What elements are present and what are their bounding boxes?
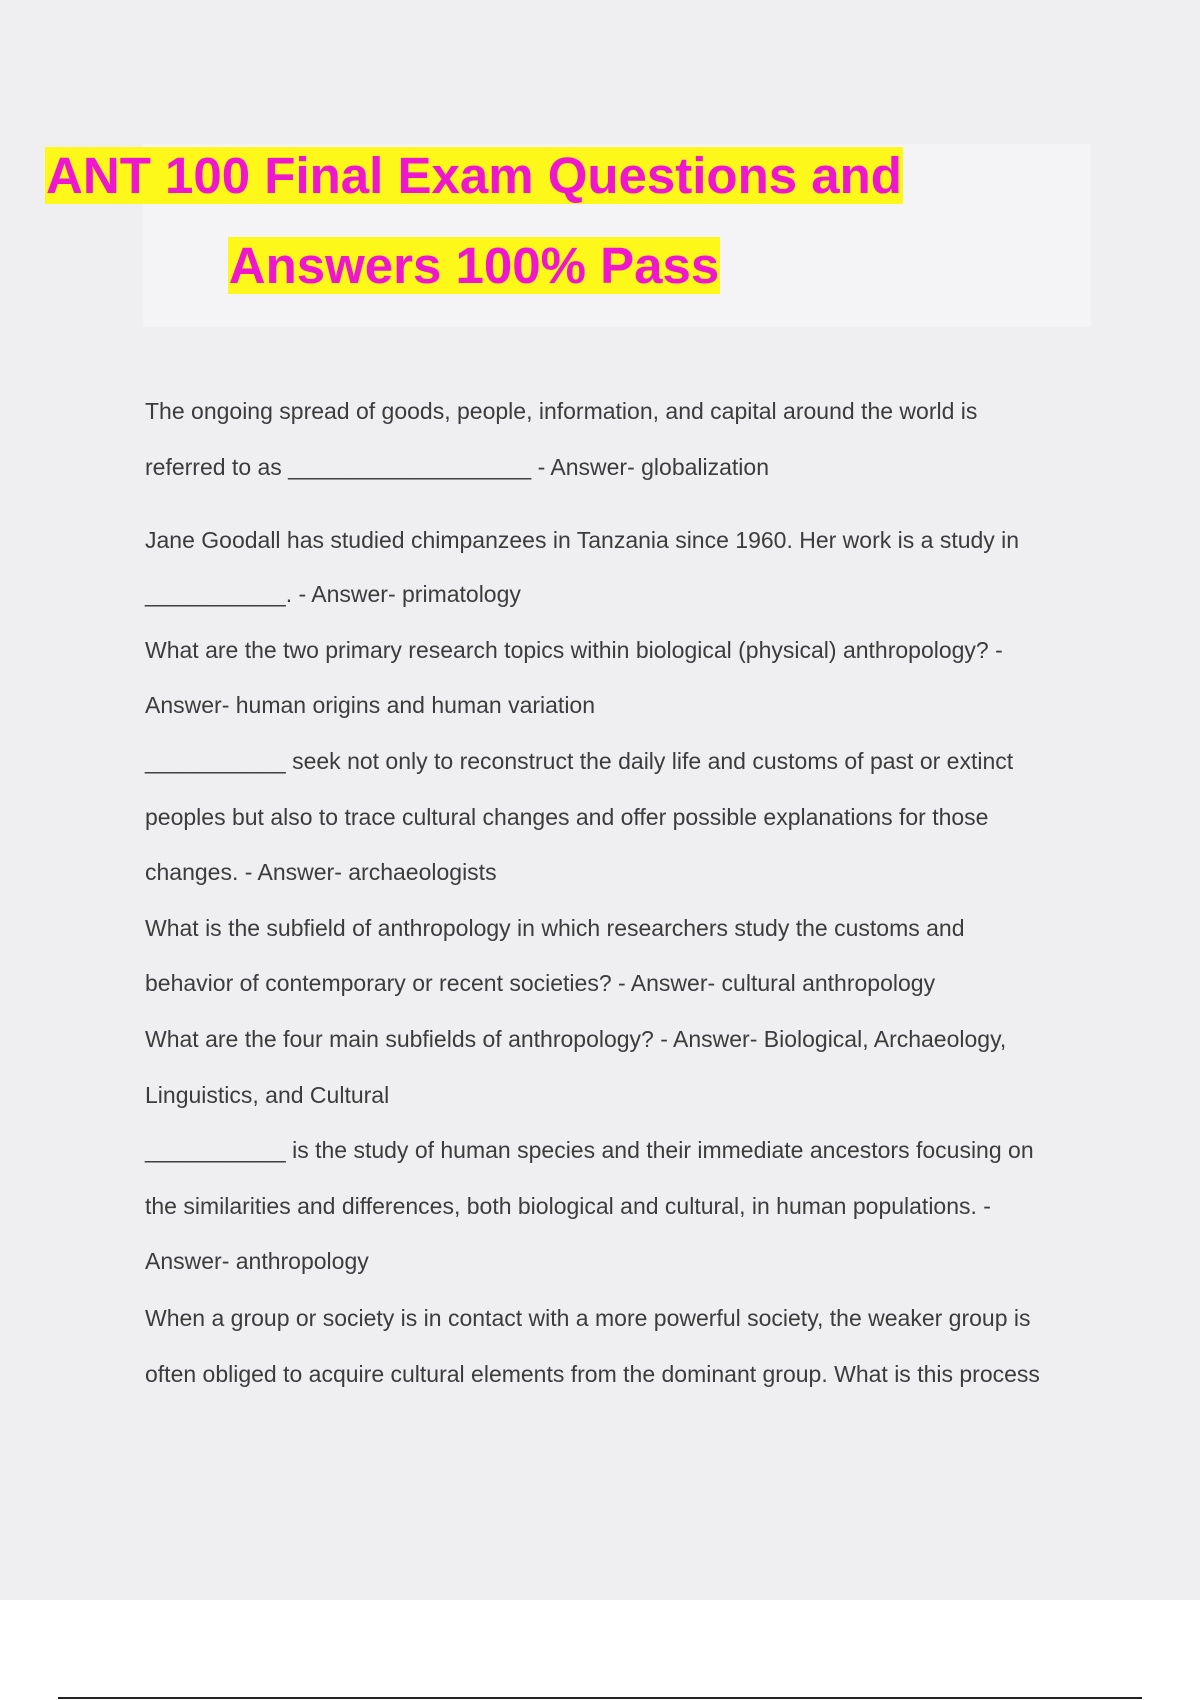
body-line: Answer- anthropology	[145, 1248, 369, 1274]
body-line: The ongoing spread of goods, people, information, and capital around the world is	[145, 398, 978, 424]
body-line: referred to as ___________________ - Answer- globalization	[145, 454, 769, 480]
body-line: When a group or society is in contact with a more powerful society, the weaker group is	[145, 1305, 1031, 1331]
document-title-line-2	[0, 236, 948, 296]
title-highlight-1: ANT 100 Final Exam Questions and	[46, 147, 902, 204]
body-line: often obliged to acquire cultural elements from the dominant group. What is this process	[145, 1361, 1040, 1387]
body-line: ___________. - Answer- primatology	[145, 581, 521, 607]
footer-divider	[58, 1697, 1142, 1699]
body-line: Jane Goodall has studied chimpanzees in Tanzania since 1960. Her work is a study in	[145, 527, 1020, 553]
title-highlight-2: Answers 100% Pass	[228, 237, 720, 294]
body-line: What are the two primary research topics within biological (physical) anthropology? -	[145, 637, 1003, 663]
document-title-line-1	[0, 146, 948, 206]
body-line: ___________ is the study of human species and their immediate ancestors focusing on	[145, 1137, 1034, 1163]
body-line: behavior of contemporary or recent societies? - Answer- cultural anthropology	[145, 970, 936, 996]
body-line: What are the four main subfields of anthropology? - Answer- Biological, Archaeology,	[145, 1026, 1007, 1052]
body-line: changes. - Answer- archaeologists	[145, 859, 497, 885]
body-line: peoples but also to trace cultural changes and offer possible explanations for those	[145, 804, 989, 830]
body-line: ___________ seek not only to reconstruct the daily life and customs of past or extinct	[145, 748, 1014, 774]
body-line: the similarities and differences, both biological and cultural, in human populations. -	[145, 1193, 991, 1219]
body-line: Linguistics, and Cultural	[145, 1082, 390, 1108]
body-line: Answer- human origins and human variation	[145, 692, 596, 718]
body-line: What is the subfield of anthropology in which researchers study the customs and	[145, 915, 965, 941]
